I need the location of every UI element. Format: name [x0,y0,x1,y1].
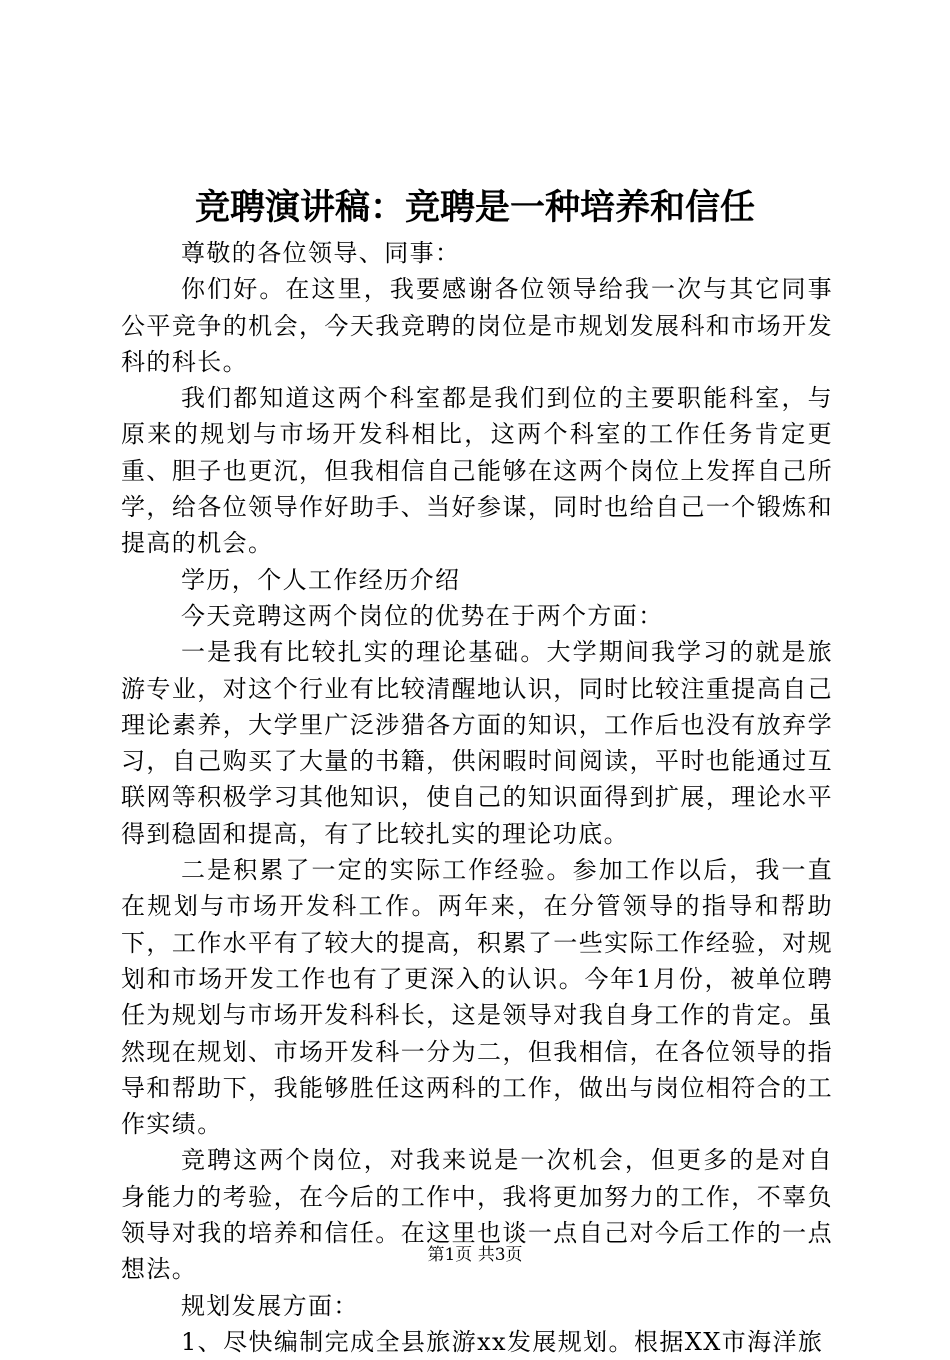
paragraph-salutation: 尊敬的各位领导、同事： [181,239,461,267]
paragraph: 我们都知道这两个科室都是我们到位的主要职能科室，与原来的规划与市场开发科相比，这两个科室的工作任务肯定更重、胆子也更沉，但我相信自己能够在这两个岗位上发挥自己所学，给各位领导作好助手、当好参谋，同时也给自己一个锻炼和提高的机会。 [121,384,833,558]
document-body [121,235,833,1360]
paragraph: 规划发展方面： [181,1291,359,1320]
page-footer: 第1页 共3页 [427,1245,523,1265]
paragraph: 一是我有比较扎实的理论基础。大学期间我学习的就是旅游专业，对这个行业有比较清醒地认识，同时比较注重提高自己理论素养，大学里广泛涉猎各方面的知识，工作后也没有放弃学习，自己购买了大量的书籍，供闲暇时间阅读，平时也能通过互联网等积极学习其他知识，使自己的知识面得到扩展，理论水平得到稳固和提高，有了比较扎实的理论功底。 [121,638,833,848]
paragraph: 今天竞聘这两个岗位的优势在于两个方面： [181,601,664,630]
document-title: 竞聘演讲稿：竞聘是一种培养和信任 [194,187,755,228]
paragraph: 你们好。在这里，我要感谢各位领导给我一次与其它同事公平竞争的机会，今天我竞聘的岗位是市规划发展科和市场开发科的科长。 [121,275,833,376]
paragraph: 1、尽快编制完成全县旅游xx发展规划。根据XX市海洋旅 [181,1327,824,1356]
paragraph: 学历，个人工作经历介绍 [181,565,461,594]
paragraph: 竞聘这两个岗位，对我来说是一次机会，但更多的是对自身能力的考验，在今后的工作中，我将更加努力的工作，不辜负领导对我的培养和信任。在这里也谈一点自己对今后工作的一点想法。 [121,1146,833,1284]
paragraph: 二是积累了一定的实际工作经验。参加工作以后，我一直在规划与市场开发科工作。两年来，在分管领导的指导和帮助下，工作水平有了较大的提高，积累了一些实际工作经验，对规划和市场开发工作也有了更深入的认识。今年1月份，被单位聘任为规划与市场开发科科长，这是领导对我自身工作的肯定。虽然现在规划、市场开发科一分为二，但我相信，在各位领导的指导和帮助下，我能够胜任这两科的工作，做出与岗位相符合的工作实绩。 [121,856,833,1139]
